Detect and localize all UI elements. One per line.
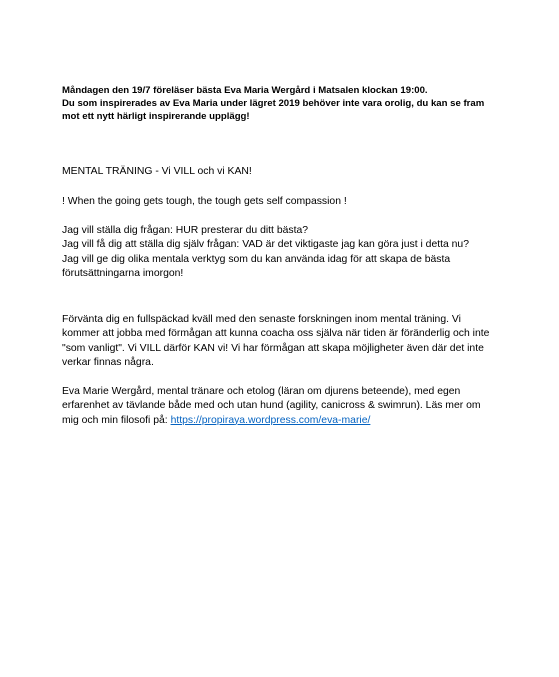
evening-description-text: Förvänta dig en fullspäckad kväll med den senaste forskningen inom mental träning. Vi kommer att jobba med förmågan att kunna coacha oss själva när tiden är föränderlig och inte "som vanligt". Vi VILL därför KAN vi! Vi har förmågan att skapa möjligheter även där det inte verkar finnas några.: [62, 314, 490, 368]
motto-quote-text: ! When the going gets tough, the tough gets self compassion !: [62, 196, 347, 207]
announcement-date-line: Måndagen den 19/7 föreläser bästa Eva Maria Wergård i Matsalen klockan 19:00.: [62, 85, 428, 96]
question-what: Jag vill få dig att ställa dig själv frågan: VAD är det viktigaste jag kan göra just i detta nu?: [62, 239, 469, 251]
questions-block: [62, 224, 492, 281]
question-how: Jag vill ställa dig frågan: HUR presterar du ditt bästa?: [62, 225, 309, 236]
speaker-website-link[interactable]: https://propiraya.wordpress.com/eva-marie/: [170, 414, 371, 426]
motto-quote: [62, 195, 492, 209]
lecture-title: [62, 165, 492, 179]
announcement-detail-line: Du som inspirerades av Eva Maria under lägret 2019 behöver inte vara orolig, du kan se fram mot ett nytt härligt inspirerande upplägg!: [62, 98, 485, 122]
event-announcement: [62, 84, 492, 123]
speaker-bio-paragraph: [62, 385, 492, 428]
question-tools: Jag vill ge dig olika mentala verktyg som du kan använda idag för att skapa de bästa förutsättningarna imorgon!: [62, 253, 451, 279]
speaker-bio-text: Eva Marie Wergård, mental tränare och etolog (läran om djurens beteende), med egen erfarenhet av tävlande både med och utan hund (agility, canicross & swimrun). Läs mer om mig och min filosofi på:: [62, 386, 481, 426]
speaker-bio: [62, 385, 492, 428]
lecture-title-text: MENTAL TRÄNING - Vi VILL och vi KAN!: [62, 166, 252, 177]
evening-description: [62, 313, 492, 370]
